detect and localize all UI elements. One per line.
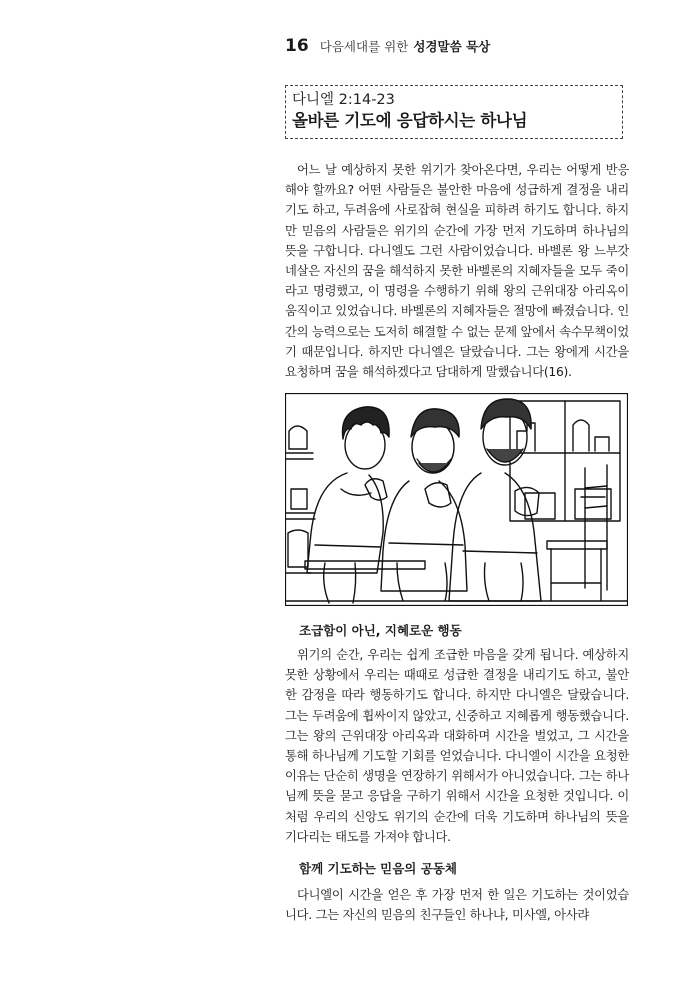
paragraph: 어느 날 예상하지 못한 위기가 찾아온다면, 우리는 어떻게 반응해야 할까요? 어떤 사람들은 불안한 마음에 성급하게 결정을 내리기도 하고, 두려움에 사로잡혀 현실을 피하려 하기도 합니다. 하지만 믿음의 사람들은 위기의 순간에 가장 먼저 기도하며 하나님의 뜻을 구합니다. 다니엘도 그런 사람이었습니다. 바벨론 왕 느부갓네살은 자신의 꿈을 해석하지 못한 바벨론의 지혜자들을 모두 죽이라고 명령했고, 이 명령을 수행하기 위해 왕의 근위대장 아리옥이 움직이고 있었습니다. 바벨론의 지혜자들은 절망에 빠졌습니다. 인간의 능력으로는 도저히 해결할 수 없는 문제 앞에서 속수무책이었기 때문입니다. 하지만 다니엘은 달랐습니다. 그는 왕에게 시간을 요청하며 꿈을 해석하겠다고 담대하게 말했습니다(16).	[285, 163, 629, 380]
paragraph: 다니엘이 시간을 얻은 후 가장 먼저 한 일은 기도하는 것이었습니다. 그는 자신의 믿음의 친구들인 하나냐, 미사엘, 아사랴	[285, 888, 629, 923]
paragraph: 위기의 순간, 우리는 쉽게 조급한 마음을 갖게 됩니다. 예상하지 못한 상황에서 우리는 때때로 성급한 결정을 내리기도 하고, 불안한 감정을 따라 행동하기도 합니다. 하지만 다니엘은 달랐습니다. 그는 두려움에 휩싸이지 않았고, 신중하고 지혜롭게 행동했습니다. 그는 왕의 근위대장 아리옥과 대화하며 시간을 벌었고, 그 시간을 통해 하나님께 기도할 기회를 얻었습니다. 다니엘이 시간을 요청한 이유는 단순히 생명을 연장하기 위해서가 아니었습니다. 그는 하나님께 뜻을 묻고 응답을 구하기 위해서 시간을 요청한 것입니다. 이처럼 우리의 신앙도 위기의 순간에 더욱 기도하며 하나님의 뜻을 기다리는 태도를 가져야 합니다.	[285, 648, 629, 844]
subheading: 함께 기도하는 믿음의 공동체	[299, 861, 457, 876]
series-title: 다음세대를 위한	[319, 39, 409, 54]
subheading: 조급함이 아닌, 지혜로운 행동	[299, 623, 462, 638]
intro-section	[285, 160, 629, 382]
page-number: 16	[285, 36, 309, 56]
praying-men-illustration	[285, 393, 628, 606]
section-body	[285, 645, 629, 847]
book-title: 성경말씀 묵상	[413, 39, 491, 54]
running-header	[285, 36, 490, 56]
scripture-reference: 다니엘 2:14-23	[292, 92, 395, 108]
passage-title-box	[285, 85, 623, 139]
section-body	[285, 885, 629, 925]
passage-title: 올바른 기도에 응답하시는 하나님	[292, 111, 528, 130]
